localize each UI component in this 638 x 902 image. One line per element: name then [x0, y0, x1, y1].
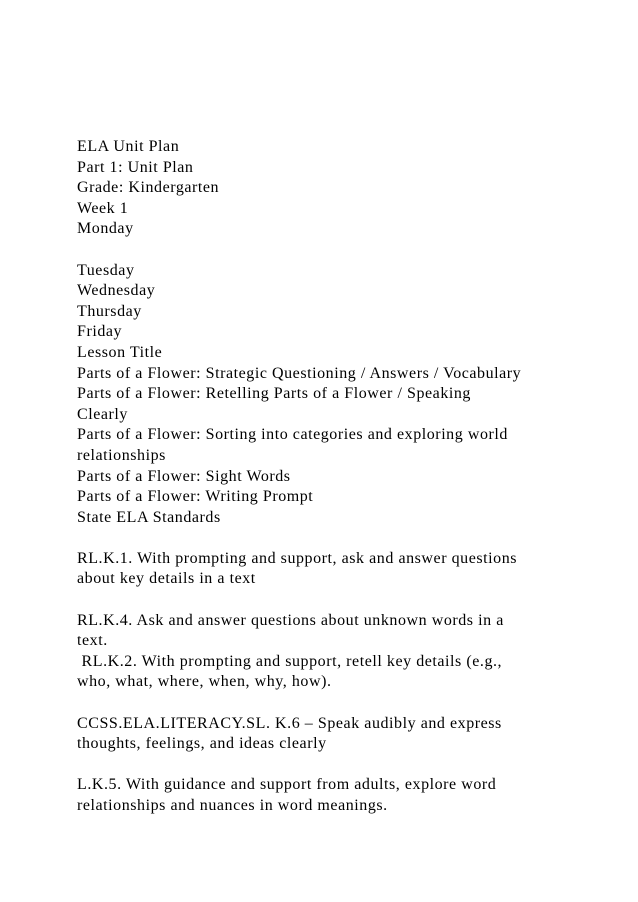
standard-lk5-a: L.K.5. With guidance and support from adults, explore word	[77, 776, 497, 794]
lesson-title-3b: relationships	[77, 446, 166, 464]
standard-lk5-b: relationships and nuances in word meanings.	[77, 797, 388, 814]
standard-rlk4-a: RL.K.4. Ask and answer questions about unknown words in a	[77, 611, 504, 629]
lesson-title-2b: Clearly	[77, 405, 128, 423]
standard-rlk2-a: RL.K.2. With prompting and support, retell key details (e.g.,	[77, 652, 503, 670]
lesson-title-2a: Parts of a Flower: Retelling Parts of a Flower / Speaking	[77, 385, 471, 403]
lesson-title-heading: Lesson Title	[77, 343, 163, 361]
blank-line	[77, 590, 607, 611]
standard-slk6-a: CCSS.ELA.LITERACY.SL. K.6 – Speak audibly and express	[77, 714, 502, 732]
standard-slk6-b: thoughts, feelings, and ideas clearly	[77, 735, 327, 753]
blank-line	[77, 755, 607, 776]
day-wednesday: Wednesday	[77, 282, 156, 300]
standards-heading: State ELA Standards	[77, 508, 221, 526]
blank-line	[77, 528, 607, 549]
day-tuesday: Tuesday	[77, 261, 135, 279]
lesson-title-3a: Parts of a Flower: Sorting into categories and exploring world	[77, 426, 508, 444]
day-friday: Friday	[77, 323, 123, 341]
standard-rlk1-a: RL.K.1. With prompting and support, ask and answer questions	[77, 549, 518, 567]
day-monday: Monday	[77, 220, 134, 238]
doc-title: ELA Unit Plan	[77, 138, 180, 155]
lesson-title-4: Parts of a Flower: Sight Words	[77, 467, 291, 485]
day-thursday: Thursday	[77, 302, 142, 320]
document-body	[77, 137, 607, 817]
standard-rlk4-b: text.	[77, 632, 108, 650]
doc-part: Part 1: Unit Plan	[77, 158, 194, 176]
doc-grade: Grade: Kindergarten	[77, 179, 220, 197]
blank-line	[77, 693, 607, 714]
standard-rlk2-b: who, what, where, when, why, how).	[77, 673, 332, 691]
standard-rlk1-b: about key details in a text	[77, 570, 256, 588]
lesson-title-5: Parts of a Flower: Writing Prompt	[77, 488, 314, 506]
lesson-title-1: Parts of a Flower: Strategic Questioning / Answers / Vocabulary	[77, 364, 522, 382]
blank-line	[77, 240, 607, 261]
doc-week: Week 1	[77, 199, 129, 217]
